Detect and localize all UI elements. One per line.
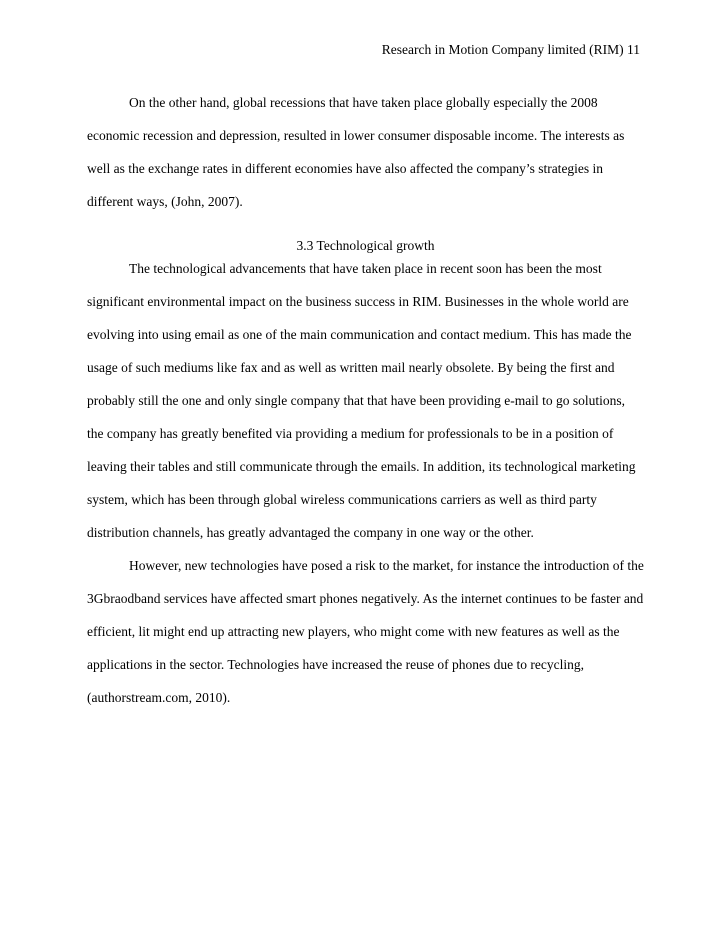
section-heading: 3.3 Technological growth	[296, 238, 435, 253]
running-head: Research in Motion Company limited (RIM) 11	[381, 42, 640, 57]
paragraph-technological-advancements: The technological advancements that have taken place in recent soon has been the most significant environmental impact on the business success in RIM. Businesses in the whole world are evolving into using email as one of the main communication and contact medium. This has made the usage of such mediums like fax and as well as written mail nearly obsolete. By being the first and probably still the one and only single company that that have been providing e-mail to go solutions, the company has greatly benefited via providing a medium for professionals to be in a position of leaving their tables and still communicate through the emails. In addition, its technological marketing system, which has been through global wireless communications carriers as well as third party distribution channels, has greatly advantaged the company in one way or the other.	[87, 261, 636, 540]
body-text-block	[87, 86, 644, 218]
paragraph-recession: On the other hand, global recessions that have taken place globally especially the 2008 economic recession and depression, resulted in lower consumer disposable income. The interests as well as the exchange rates in different economies have also affected the company’s strategies in different ways, (John, 2007).	[87, 95, 625, 209]
body-text-block	[87, 252, 644, 714]
paragraph-new-technologies: However, new technologies have posed a risk to the market, for instance the introduction of the 3Gbraodband services have affected smart phones negatively. As the internet continues to be faster and efficient, lit might end up attracting new players, who might come with new features as well as the applications in the sector. Technologies have increased the reuse of phones due to recycling, (authorstream.com, 2010).	[87, 558, 644, 705]
